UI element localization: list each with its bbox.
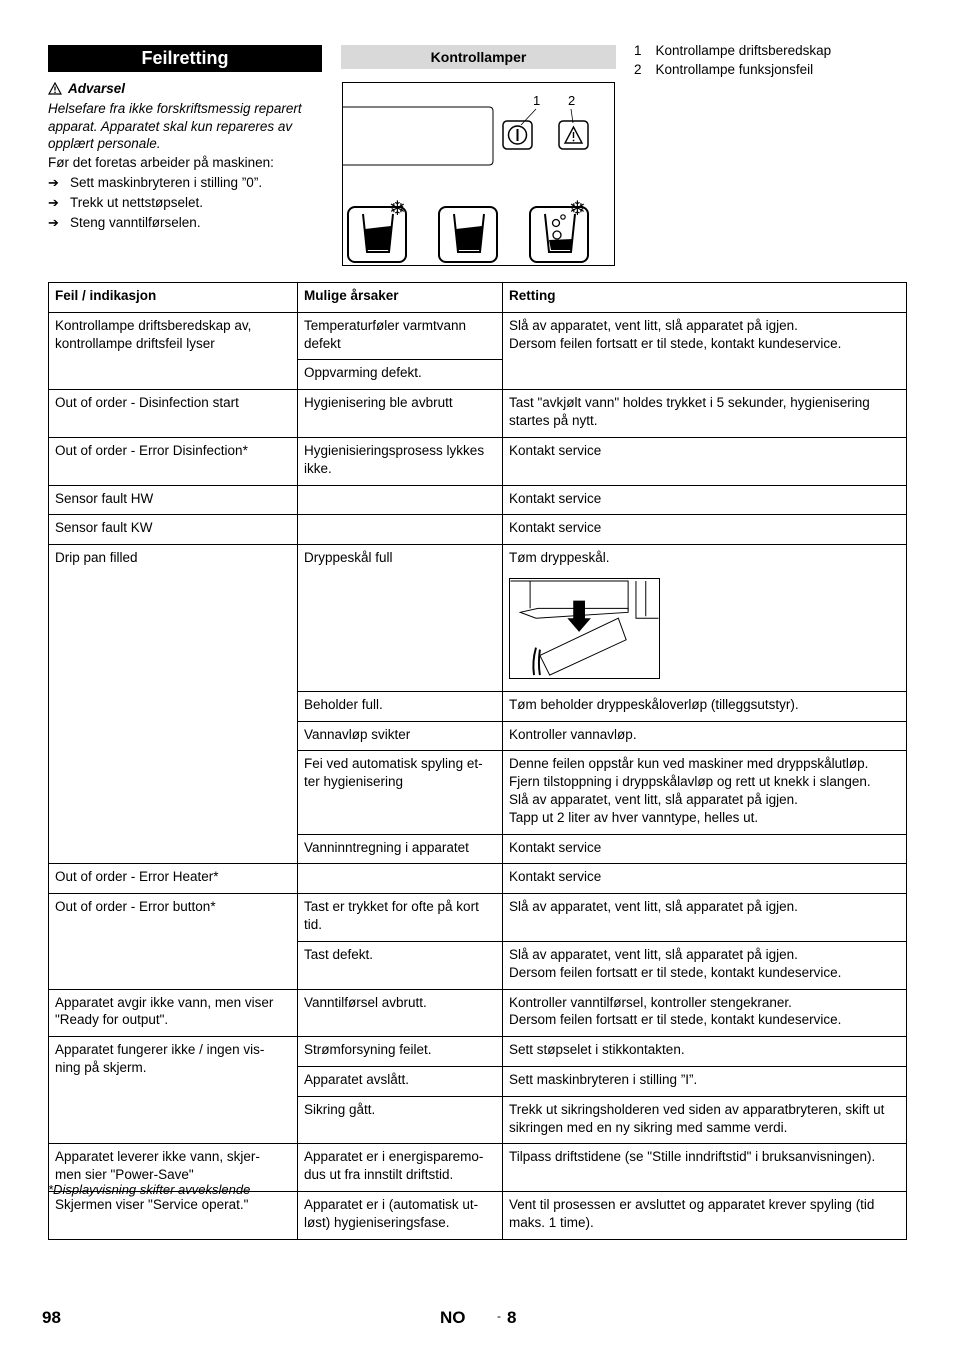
- list-item: ➔ Trekk ut nettstøpselet.: [48, 194, 204, 210]
- table-cell: Apparatet avslått.: [298, 1066, 503, 1096]
- list-item: 1 Kontrollampe driftsberedskap: [634, 43, 832, 58]
- table-cell: Apparatet avgir ikke vann, men viser "Ready for output".: [49, 989, 298, 1037]
- table-cell: Denne feilen oppstår kun ved maskiner med dryppskålutløp. Fjern tilstoppning i dryppskålavløp og rett ut knekk i slangen. Slå av apparatet, vent litt, slå apparatet på igjen. Tapp ut 2 liter av hver vanntype, helles ut.: [503, 751, 907, 834]
- section-title: Feilretting: [48, 45, 322, 72]
- table-row: [49, 864, 907, 894]
- table-cell: Tast "avkjølt vann" holdes trykket i 5 sekunder, hygienisering startes på nytt.: [503, 390, 907, 438]
- snowflake-icon: ❄: [389, 196, 406, 220]
- table-cell: Hygienisieringsprosess lykkes ikke.: [298, 437, 503, 485]
- column-header: Feil / indikasjon: [49, 283, 298, 313]
- cold-water-button-icon: [348, 196, 406, 262]
- panel-drawing: [343, 83, 614, 265]
- callout-2: 2: [568, 93, 576, 108]
- table-cell: Out of order - Error Disinfection*: [49, 437, 298, 485]
- table-cell: Apparatet leverer ikke vann, skjer- men sier "Power-Save": [49, 1144, 298, 1192]
- table-row: [49, 989, 907, 1037]
- lamp-legend: [634, 41, 831, 79]
- warning-heading: [48, 80, 328, 98]
- section-page-number: 8: [507, 1308, 517, 1327]
- arrow-right-icon: ➔: [48, 175, 59, 191]
- table-cell: Out of order - Disinfection start: [49, 390, 298, 438]
- table-cell: Sensor fault HW: [49, 485, 298, 515]
- list-item: ➔ Sett maskinbryteren i stilling ”0”.: [48, 175, 263, 191]
- control-panel-illustration: [342, 82, 615, 266]
- table-row: [49, 1192, 907, 1240]
- table-cell: Skjermen viser "Service operat.": [49, 1192, 298, 1240]
- column-header: Mulige årsaker: [298, 283, 503, 313]
- table-cell: Hygienisering ble avbrutt: [298, 390, 503, 438]
- table-cell: [298, 864, 503, 894]
- table-row: [49, 894, 907, 942]
- table-row: [49, 515, 907, 545]
- still-water-button-icon: [439, 207, 497, 262]
- table-cell: Vannavløp svikter: [298, 721, 503, 751]
- list-item: 2 Kontrollampe funksjonsfeil: [634, 62, 814, 77]
- table-cell: Sensor fault KW: [49, 515, 298, 545]
- table-row: [49, 545, 907, 692]
- table-cell: Sett maskinbryteren i stilling ”I”.: [503, 1066, 907, 1096]
- table-cell: Trekk ut sikringsholderen ved siden av apparatbryteren, skift ut sikringen med en ny sikring med samme verdi.: [503, 1096, 907, 1144]
- table-cell: Tilpass driftstidene (se "Stille inndriftstid" i bruksanvisningen).: [503, 1144, 907, 1192]
- warning-triangle-icon: [48, 82, 62, 95]
- table-cell: Kontroller vanntilførsel, kontroller stengekraner. Dersom feilen fortsatt er til stede, kontakt kundeservice.: [503, 989, 907, 1037]
- arrow-right-icon: ➔: [48, 214, 59, 230]
- table-cell: Apparatet fungerer ikke / ingen vis- ning på skjerm.: [49, 1037, 298, 1144]
- step-list: [48, 174, 328, 231]
- table-cell: Beholder full.: [298, 691, 503, 721]
- table-cell: Sett støpselet i stikkontakten.: [503, 1037, 907, 1067]
- table-cell: Slå av apparatet, vent litt, slå apparatet på igjen.: [503, 894, 907, 942]
- table-row: [49, 390, 907, 438]
- table-cell: Temperaturføler varmtvann defekt: [298, 312, 503, 360]
- table-cell: Kontakt service: [503, 437, 907, 485]
- table-header-row: [49, 283, 907, 313]
- intro-text: Før det foretas arbeider på maskinen:: [48, 155, 274, 171]
- language-code: NO: [440, 1308, 466, 1327]
- table-cell: Kontakt service: [503, 485, 907, 515]
- table-row: [49, 485, 907, 515]
- table-body: [49, 312, 907, 1239]
- warning-text: Helsefare fra ikke forskriftsmessig reparert apparat. Apparatet skal kun repareres av opplært personale.: [48, 100, 302, 152]
- warning-block: [48, 80, 328, 232]
- table-cell: Oppvarming defekt.: [298, 360, 503, 390]
- table-cell: Tast defekt.: [298, 941, 503, 989]
- troubleshooting-table: [48, 282, 907, 1240]
- table-cell: Apparatet er i (automatisk ut- løst) hygieniseringsfase.: [298, 1192, 503, 1240]
- table-cell: Sikring gått.: [298, 1096, 503, 1144]
- table-row: [49, 437, 907, 485]
- table-cell: Drip pan filled: [49, 545, 298, 864]
- table-cell: Vanninntregning i apparatet: [298, 834, 503, 864]
- table-cell: Kontakt service: [503, 864, 907, 894]
- sparkling-water-button-icon: [530, 196, 588, 262]
- table-cell: Tøm beholder dryppeskåloverløp (tilleggsutstyr).: [503, 691, 907, 721]
- table-cell: Kontakt service: [503, 515, 907, 545]
- page-separator: -: [497, 1309, 501, 1323]
- callout-1: 1: [533, 93, 541, 108]
- table-cell: Fei ved automatisk spyling et- ter hygienisering: [298, 751, 503, 834]
- table-row: [49, 1037, 907, 1067]
- table-cell: Kontakt service: [503, 834, 907, 864]
- ready-lamp-icon: [503, 121, 532, 149]
- page-number: 98: [42, 1308, 61, 1327]
- table-cell: Apparatet er i energisparemo- dus ut fra innstilt driftstid.: [298, 1144, 503, 1192]
- list-item: ➔ Steng vanntilførselen.: [48, 214, 201, 230]
- warning-title: Advarsel: [68, 81, 126, 96]
- drip-pan-illustration: [509, 578, 660, 679]
- table-cell: Out of order - Error Heater*: [49, 864, 298, 894]
- column-header: Retting: [503, 283, 907, 313]
- table-cell: Strømforsyning feilet.: [298, 1037, 503, 1067]
- table-cell: Out of order - Error button*: [49, 894, 298, 989]
- table-cell: Tøm dryppeskål.: [503, 545, 907, 692]
- table-cell: [298, 485, 503, 515]
- table-cell: [298, 515, 503, 545]
- table-cell: Dryppeskål full: [298, 545, 503, 692]
- table-cell: Vent til prosessen er avsluttet og apparatet krever spyling (tid maks. 1 time).: [503, 1192, 907, 1240]
- table-cell: Slå av apparatet, vent litt, slå apparatet på igjen. Dersom feilen fortsatt er til stede, kontakt kundeservice.: [503, 312, 907, 389]
- table-cell: Kontrollampe driftsberedskap av, kontrollampe driftsfeil lyser: [49, 312, 298, 389]
- table-cell: Kontroller vannavløp.: [503, 721, 907, 751]
- arrow-right-icon: ➔: [48, 194, 59, 210]
- fault-lamp-icon: [559, 121, 588, 149]
- table-row: [49, 312, 907, 360]
- table-cell: Vanntilførsel avbrutt.: [298, 989, 503, 1037]
- snowflake-icon: ❄: [569, 196, 586, 220]
- lamps-title: Kontrollamper: [341, 45, 616, 69]
- table-cell: Tast er trykket for ofte på kort tid.: [298, 894, 503, 942]
- footnote: *Displayvisning skifter avvekslende: [48, 1182, 251, 1197]
- table-cell: Slå av apparatet, vent litt, slå apparatet på igjen. Dersom feilen fortsatt er til stede, kontakt kundeservice.: [503, 941, 907, 989]
